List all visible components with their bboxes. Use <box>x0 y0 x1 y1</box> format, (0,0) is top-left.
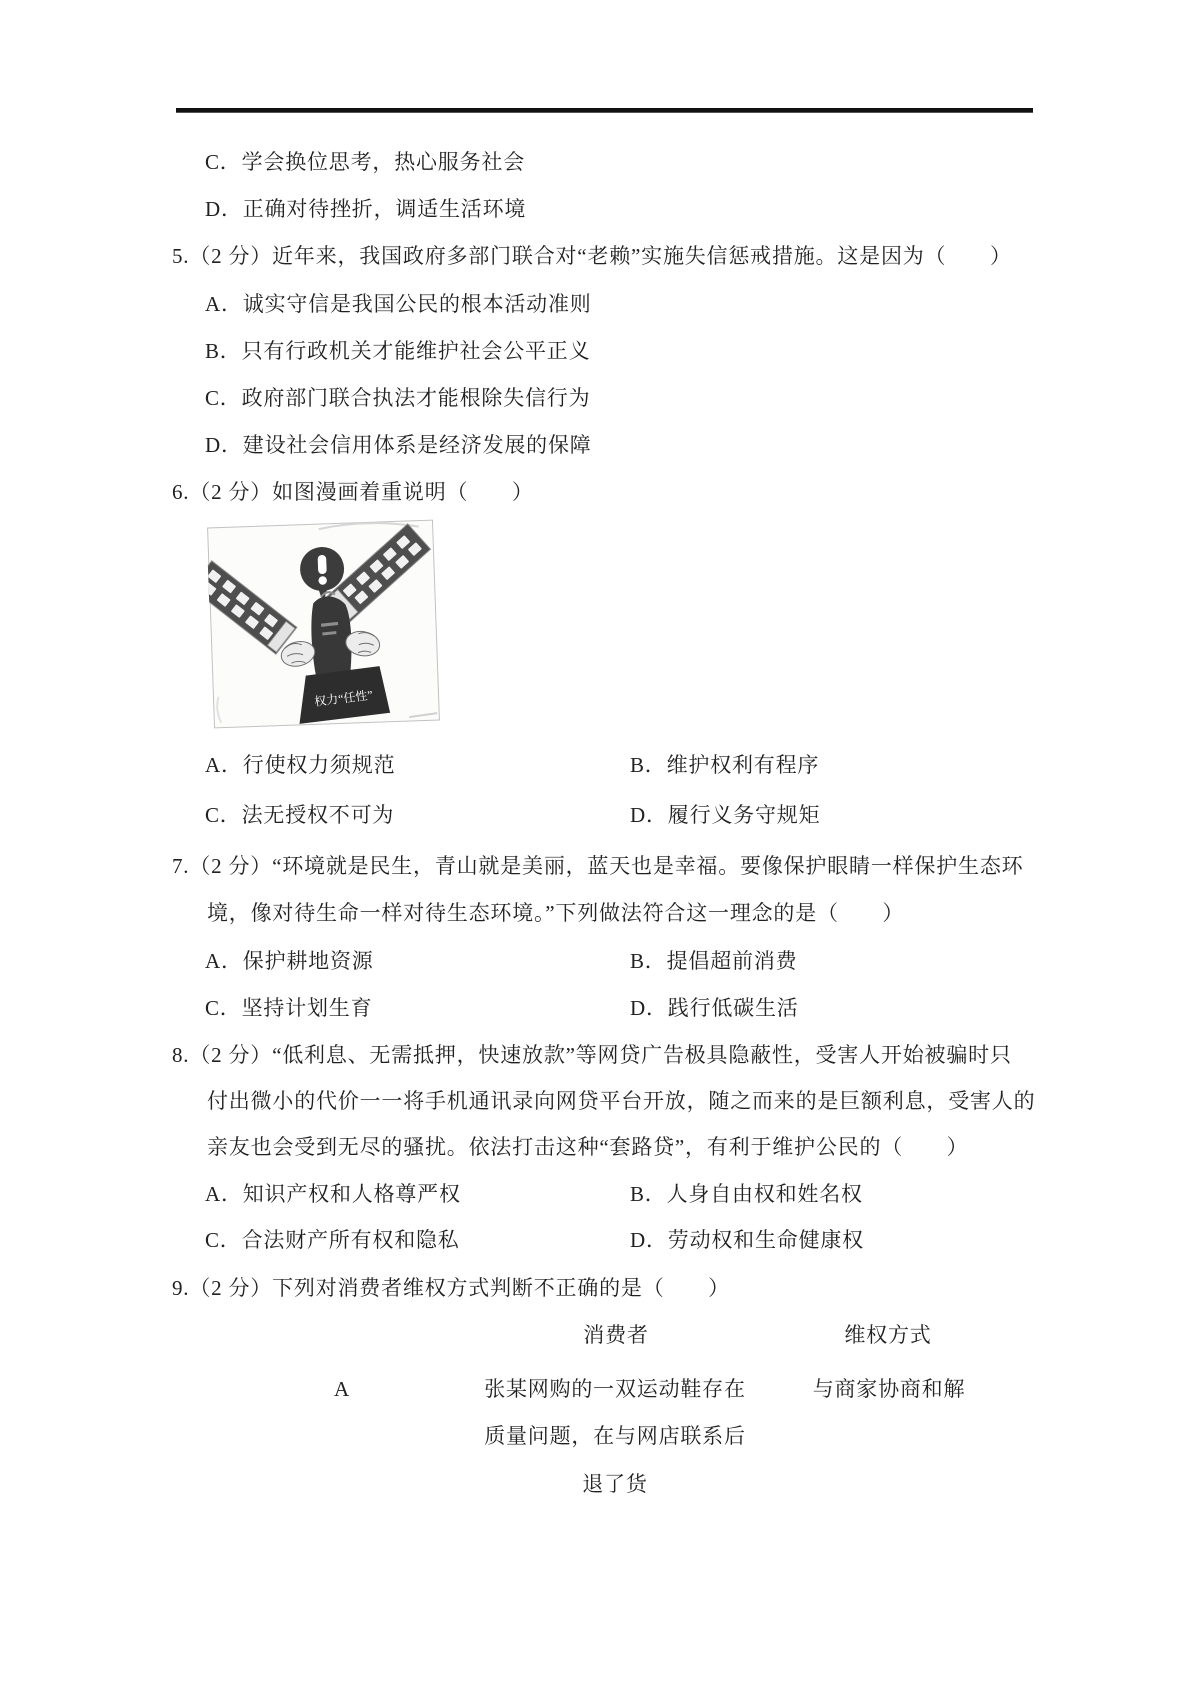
q7-option-a: A．保护耕地资源 <box>205 949 374 973</box>
q7-stem-line-2: 境，像对待生命一样对待生态环境。”下列做法符合这一理念的是（ ） <box>207 901 905 925</box>
table-header-method: 维权方式 <box>844 1323 932 1347</box>
q7-option-b: B．提倡超前消费 <box>630 949 798 973</box>
q5-option-c: C．政府部门联合执法才能根除失信行为 <box>205 386 591 410</box>
q7-option-d: D．践行低碳生活 <box>630 996 799 1020</box>
q4-option-d: D．正确对待挫折，调适生活环境 <box>205 197 527 221</box>
header-divider-line <box>176 108 1033 113</box>
table-row-label: A <box>334 1377 350 1401</box>
q8-option-b: B．人身自由权和姓名权 <box>630 1182 863 1206</box>
q6-option-d: D．履行义务守规矩 <box>630 803 821 827</box>
q8-stem-line-2: 付出微小的代价一一将手机通讯录向网贷平台开放，随之而来的是巨额利息，受害人的 <box>207 1089 1036 1113</box>
q5-option-b: B．只有行政机关才能维护社会公平正义 <box>205 339 591 363</box>
q8-option-d: D．劳动权和生命健康权 <box>630 1228 864 1252</box>
q5-option-d: D．建设社会信用体系是经济发展的保障 <box>205 433 592 457</box>
cartoon-image <box>207 519 441 729</box>
q6-option-b: B．维护权利有程序 <box>630 753 820 777</box>
q9-stem: 9.（2 分）下列对消费者维权方式判断不正确的是（ ） <box>172 1276 730 1300</box>
table-cell-consumer-line-3: 退了货 <box>582 1472 648 1496</box>
q6-option-a: A．行使权力须规范 <box>205 753 396 777</box>
q5-stem: 5.（2 分）近年来，我国政府多部门联合对“老赖”实施失信惩戒措施。这是因为（ ） <box>172 244 1012 268</box>
q7-stem-line-1: 7.（2 分）“环境就是民生，青山就是美丽，蓝天也是幸福。要像保护眼睛一样保护生态环 <box>172 854 1024 878</box>
q5-option-a: A．诚实守信是我国公民的根本活动准则 <box>205 292 592 316</box>
q8-stem-line-1: 8.（2 分）“低利息、无需抵押，快速放款”等网贷广告极具隐蔽性，受害人开始被骗时只 <box>172 1043 1012 1067</box>
q8-option-c: C．合法财产所有权和隐私 <box>205 1228 460 1252</box>
stamp-text: 权力“任性” <box>313 687 374 709</box>
table-cell-consumer-line-1: 张某网购的一双运动鞋存在 <box>484 1377 746 1401</box>
q6-stem: 6.（2 分）如图漫画着重说明（ ） <box>172 480 534 504</box>
q8-option-a: A．知识产权和人格尊严权 <box>205 1182 461 1206</box>
q7-option-c: C．坚持计划生育 <box>205 996 373 1020</box>
q6-option-c: C．法无授权不可为 <box>205 803 395 827</box>
table-cell-method: 与商家协商和解 <box>812 1377 966 1401</box>
q8-stem-line-3: 亲友也会受到无尽的骚扰。依法打击这种“套路贷”，有利于维护公民的（ ） <box>207 1135 969 1159</box>
table-header-consumer: 消费者 <box>583 1323 649 1347</box>
table-cell-consumer-line-2: 质量问题，在与网店联系后 <box>484 1424 746 1448</box>
q4-option-c: C．学会换位思考，热心服务社会 <box>205 150 526 174</box>
